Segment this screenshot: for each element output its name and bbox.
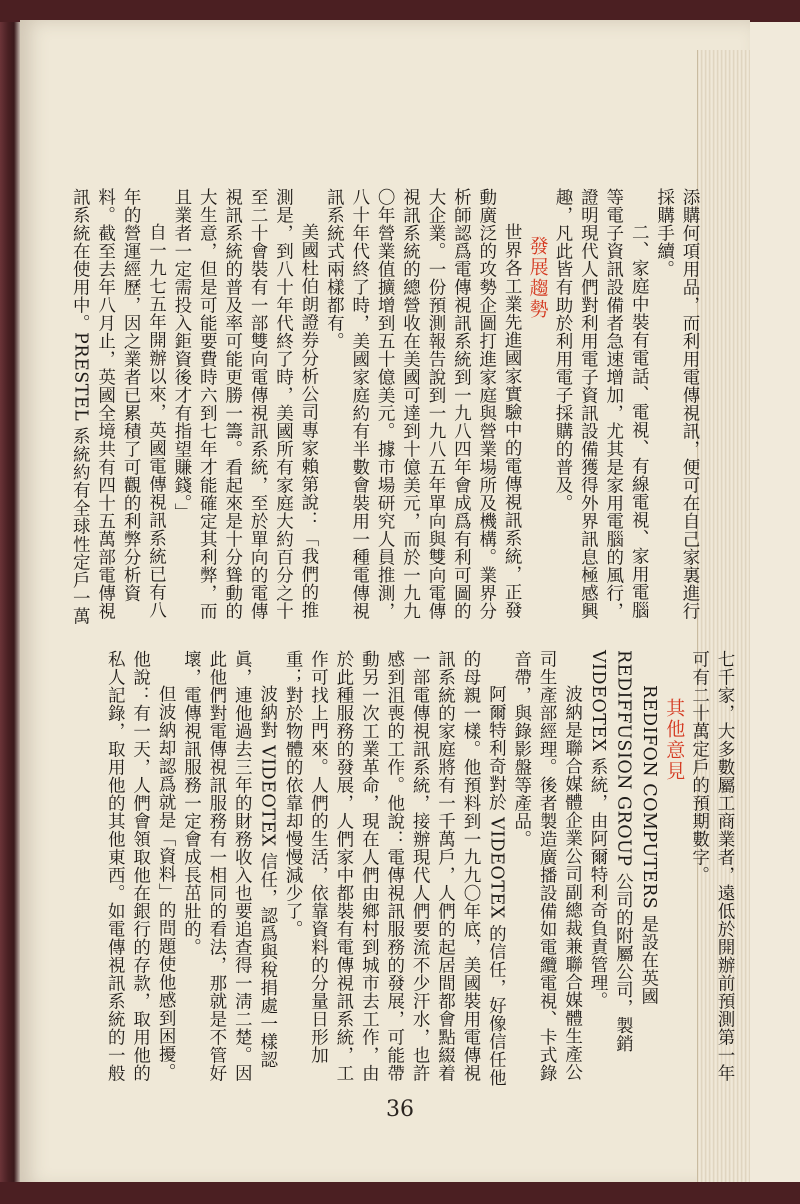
paragraph: REDIFON COMPUTERS 是設在英國 REDIFFUSION GROUP 公司的附屬公司，製銷 VIDEOTEX 系統，由阿爾特利奇負責管理。 (587, 650, 659, 1053)
page-number: 36 (386, 1097, 414, 1122)
paragraph: 世界各工業先進國家實驗中的電傳視訊系統，正發動廣泛的攻勢企圖打進家庭與營業場所及機構。業界分析師認爲電傳視訊系統到一九八四年會成爲有利可圖的大企業。一份預測報告說到一九八五年單向與雙向電傳視訊系統的總營收在美國可達到十億美元，而於一九九〇年營業值擴增到五十億美元。據市場研究人員推測，八十年代終了時，美國家庭約有半數會裝用一種電傳視訊系統式兩樣都有。 (324, 188, 523, 620)
section-heading-other: 其他意見 (663, 697, 686, 782)
paragraph: 二、家庭中裝有電話、電視、有線電視、家用電腦等電子資訊設備者急速增加，尤其是家用電腦的風行，證明現代人們對利用電子資訊設備獲得外界訊息極感興趣，凡此皆有助於利用電子採購的普及。 (552, 188, 650, 620)
lower-text-block (62, 650, 737, 1090)
paragraph: 波納對 VIDEOTEX 信任，認爲與稅捐處一樣認眞，連他過去三年的財務收入也要追查得一淸二楚。因此他們對電傳視訊服務有一相同的看法，那就是不管好壞，電傳視訊服務一定會成長茁壯的。 (181, 650, 278, 1082)
upper-text-block (62, 188, 702, 628)
paragraph: 自一九七五年開辦以來，英國電傳視訊系統已有八年的營運經歷，因之業者已累積了可觀的利弊分析資料。截至去年八月止，英國全境共有四十五萬部電傳視訊系統在使用中。PRESTEL 系統約有全球性定戶一萬 (70, 188, 167, 626)
paragraph: 七千家，大多數屬工商業者，遠低於開辦前預測第一年可有二十萬定戶的預期數字。 (689, 650, 735, 1082)
book-cover-top (0, 0, 800, 22)
paragraph: 美國杜伯朗證券分析公司專家賴第說：「我們的推測是，到八十年代終了時，美國所有家庭大約百分之十至二十會裝有一部雙向電傳視訊系統，至於單向的電傳視訊系統的普及率可能更勝一籌。看起來是十分聳動的大生意，但是可能要費時六到七年才能確定其利弊，而且業者一定需投入鉅資後才有指望賺錢。」 (171, 188, 319, 620)
paragraph: 波納是聯合媒體企業公司副總裁兼聯合媒體生產公司生產部經理。後者製造廣播設備如電纜電視、卡式錄音帶，與錄影盤等產品。 (511, 650, 583, 1082)
paragraph: 添購何項用品，而利用電傳視訊，便可在自己家裏進行採購手續。 (654, 188, 700, 620)
book-cover-bottom (0, 1182, 800, 1204)
paragraph: 但波納却認爲就是「資料」的問題使他感到困擾。他說：有一天，人們會領取他在銀行的存款，取用他的私人記錄，取用他的其他東西。如電傳視訊系統的一般 (105, 650, 177, 1082)
section-heading-trend: 發展趨勢 (526, 235, 549, 320)
paragraph: 阿爾特利奇對於 VIDEOTEX 的信任，好像信任他的母親一樣。他預料到一九九〇年底，美國裝用電傳視訊系統的家庭將有一千萬戶，人們的起居間都會點綴着一部電傳視訊系統，接辦現代人們要流不少汗水，也許感到沮喪的工作。他說：電傳視訊服務的發展，可能帶動另一次工業革命，現在人們由鄉村到城市去工作，由於此種服務的發展，人們家中都裝有電傳視訊系統，工作可找上門來。人們的生活，依靠資料的分量日形加重；對於物體的依靠却慢慢減少了。 (283, 650, 507, 1087)
